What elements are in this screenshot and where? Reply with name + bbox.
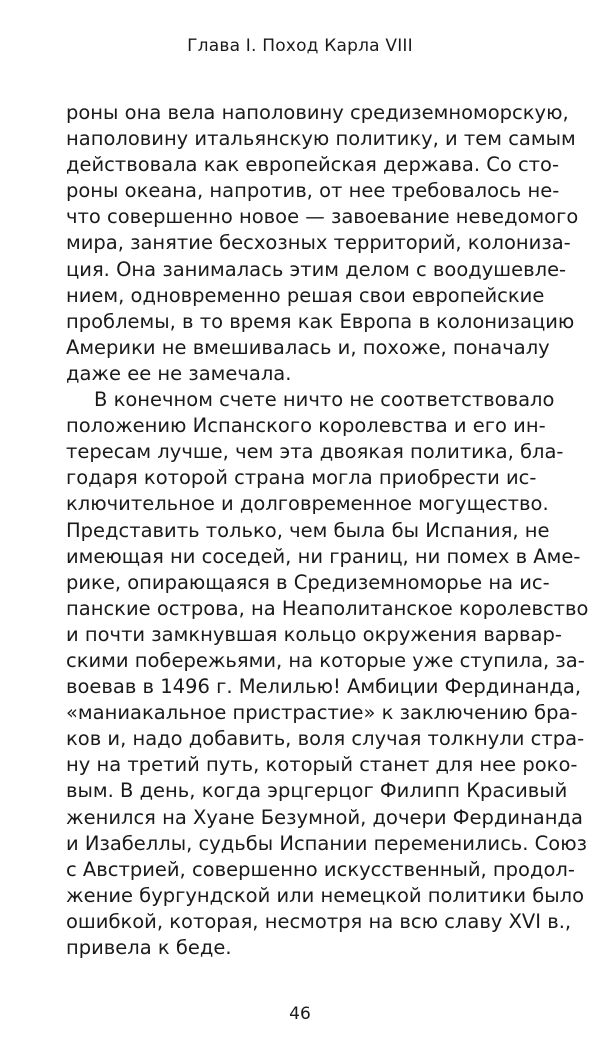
text-line: годаря которой страна могла приобрести ис- xyxy=(66,466,537,490)
text-line: жение бургундской или немецкой политики было xyxy=(66,883,585,907)
text-line: рике, опирающаяся в Средиземноморье на ис- xyxy=(66,570,550,594)
paragraph-1 xyxy=(66,100,579,387)
text-line: роны океана, напротив, от нее требовалось не- xyxy=(66,179,560,203)
text-line: панские острова, на Неаполитанское королевство xyxy=(66,596,589,620)
text-line: роны она вела наполовину средиземноморскую, xyxy=(66,101,569,124)
text-line: скими побережьями, на которые уже ступила, за- xyxy=(66,648,585,672)
text-line: В конечном счете ничто не соответствовало xyxy=(94,388,555,412)
body-text xyxy=(66,100,589,961)
text-line: ошибкой, которая, несмотря на всю славу XVI в., xyxy=(66,909,572,933)
text-line: положению Испанского королевства и его ин- xyxy=(66,414,546,438)
text-line: с Австрией, совершенно искусственный, продол- xyxy=(66,857,575,881)
text-line: ну на третий путь, который станет для нее роко- xyxy=(66,753,578,777)
paragraph-2 xyxy=(66,387,589,961)
text-line: даже ее не замечала. xyxy=(66,361,292,385)
page-number: 46 xyxy=(289,1004,311,1024)
text-line: и почти замкнувшая кольцо окружения варвар- xyxy=(66,622,562,646)
text-line: действовала как европейская держава. Со сто- xyxy=(66,153,560,177)
text-line: Америки не вмешивалась и, похоже, поначалу xyxy=(66,335,550,359)
text-line: воевав в 1496 г. Мелилью! Амбиции Фердинанда, xyxy=(66,675,582,699)
text-line: что совершенно новое — завоевание неведомого xyxy=(66,205,579,229)
text-line: ков и, надо добавить, воля случая толкнули стра- xyxy=(66,727,585,751)
text-line: ция. Она занималась этим делом с воодушевле- xyxy=(66,257,567,281)
running-head-title: Глава I. Поход Карла VIII xyxy=(187,36,413,56)
text-line: привела к беде. xyxy=(66,936,232,959)
text-line: Представить только, чем была бы Испания, не xyxy=(66,518,550,542)
text-line: наполовину итальянскую политику, и тем самым xyxy=(66,127,576,151)
text-line: женился на Хуане Безумной, дочери Фердинанда xyxy=(66,805,583,829)
text-line: мира, занятие бесхозных территорий, колониза- xyxy=(66,231,571,255)
text-line: имеющая ни соседей, ни границ, ни помех в Аме- xyxy=(66,544,581,568)
text-line: «маниакальное пристрастие» к заключению бра- xyxy=(66,701,578,725)
text-line: вым. В день, когда эрцгерцог Филипп Красивый xyxy=(66,779,568,803)
text-line: нием, одновременно решая свои европейские xyxy=(66,283,545,307)
text-line: тересам лучше, чем эта двоякая политика, бла- xyxy=(66,440,564,464)
text-line: проблемы, в то время как Европа в колонизацию xyxy=(66,309,575,333)
text-line: и Изабеллы, судьбы Испании переменились. Союз xyxy=(66,831,588,855)
text-line: ключительное и долговременное могущество. xyxy=(66,492,549,516)
